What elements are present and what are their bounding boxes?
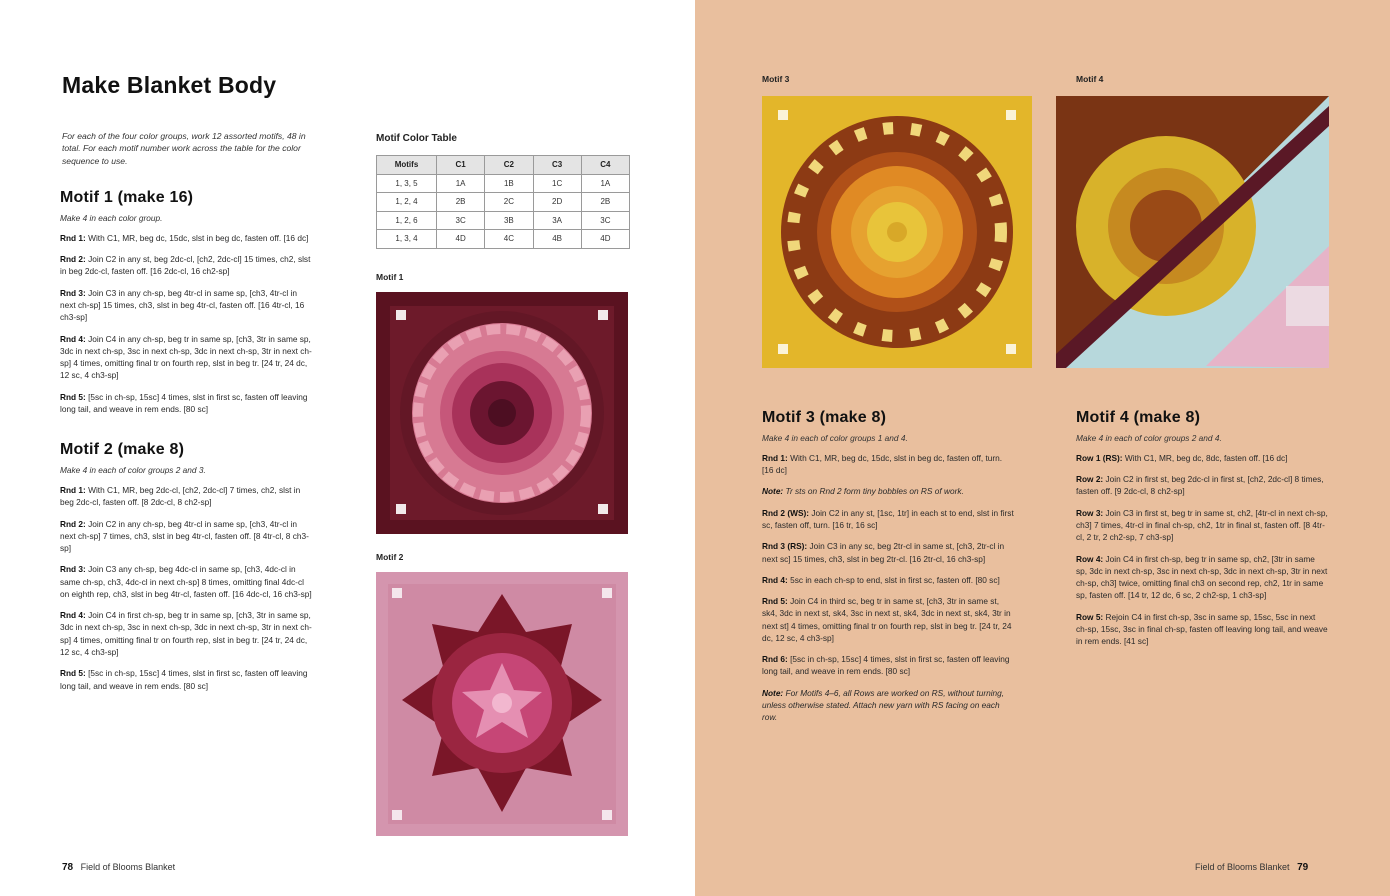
round-text: With C1, MR, beg 2dc-cl, [ch2, 2dc-cl] 7 times, ch2, slst in beg 2dc-cl, fasten off. [8 2dc-cl, 8 ch2-sp]: [60, 485, 301, 508]
instruction-round: [60, 253, 314, 278]
round-label: Rnd 1:: [762, 452, 788, 463]
instruction-round: [762, 574, 1014, 586]
round-label: Rnd 4:: [762, 574, 788, 585]
motif1-heading: Motif 1 (make 16): [60, 189, 194, 206]
table-cell: 2B: [437, 193, 485, 212]
motif4-instructions: [1076, 406, 1328, 656]
photo4-label: Motif 4: [1076, 74, 1104, 84]
round-label: Rnd 6:: [762, 654, 788, 665]
table-cell: 2C: [485, 193, 533, 212]
round-text: Join C2 in any ch-sp, beg 4tr-cl in same sp, [ch3, 4tr-cl in next ch-sp] 7 times, ch3, slst in beg 4tr-cl, fasten off. [8 4tr-cl, 8 ch3-sp]: [60, 518, 309, 554]
instruction-round: [762, 687, 1014, 724]
round-text: With C1, MR, beg dc, 15dc, slst in beg dc, fasten off. [16 dc]: [85, 232, 309, 243]
round-label: Rnd 3:: [60, 287, 86, 298]
instruction-round: [60, 391, 314, 416]
motif2-photo: [376, 572, 628, 836]
round-label: Rnd 1:: [60, 232, 86, 243]
table-cell: 4C: [485, 230, 533, 249]
round-text: Join C2 in first st, beg 2dc-cl in first st, [ch2, 2dc-cl] 8 times, fasten off. [9 2dc-cl, 8 ch2-sp]: [1076, 474, 1324, 497]
instruction-round: [60, 563, 314, 600]
instruction-round: [60, 333, 314, 382]
instruction-round: [762, 485, 1014, 497]
motif1-photo: [376, 292, 628, 534]
table-cell: 1C: [533, 174, 581, 193]
motif1-rounds: [60, 232, 314, 415]
table-cell: 1, 3, 5: [377, 174, 437, 193]
round-label: Rnd 2:: [60, 518, 86, 529]
round-text: Join C4 in third sc, beg tr in same st, [ch3, 3tr in same st, sk4, 3dc in next st, sk4, 3sc in next st, sk4, 3dc in next st, sk4, 3tr in next st] 4 times, omitting final tr on fourth rep, slst in beg tr. [24 tr, 24 dc, 12 sc, 4 ch3-sp]: [762, 596, 1012, 643]
table-cell: 3B: [485, 211, 533, 230]
table-row: [377, 230, 630, 249]
page-number-left: 78: [62, 862, 74, 873]
left-instructions: [60, 186, 314, 701]
round-label: Rnd 3:: [60, 564, 86, 575]
instruction-round: [60, 667, 314, 692]
instruction-round: [1076, 553, 1328, 602]
table-header-cell: C1: [437, 156, 485, 175]
table-cell: 4D: [437, 230, 485, 249]
table-cell: 3A: [533, 211, 581, 230]
round-label: Note:: [762, 486, 784, 497]
motif2-sub: Make 4 in each of color groups 2 and 3.: [60, 464, 206, 475]
page-title: Make Blanket Body: [62, 72, 277, 98]
right-footer: [1195, 862, 1308, 873]
round-text: [5sc in ch-sp, 15sc] 4 times, slst in first sc, fasten off leaving long tail, and weave in rem ends. [80 sc]: [60, 391, 308, 414]
round-text: Rejoin C4 in first ch-sp, 3sc in same sp, 15sc, 5sc in next ch-sp, 15sc, 3sc in final ch-sp, fasten off leaving long tail, and weave in rem ends. [41 sc]: [1076, 611, 1328, 647]
instruction-round: [1076, 507, 1328, 544]
left-footer: [62, 862, 175, 873]
round-label: Rnd 3 (RS):: [762, 541, 808, 552]
instruction-round: [762, 653, 1014, 678]
table-cell: 4B: [533, 230, 581, 249]
round-text: With C1, MR, beg dc, 8dc, fasten off. [16 dc]: [1122, 452, 1288, 463]
instruction-round: [60, 484, 314, 509]
round-label: Note:: [762, 687, 784, 698]
instruction-round: [60, 609, 314, 658]
motif3-instructions: [762, 406, 1014, 732]
table-row: [377, 174, 630, 193]
round-label: Rnd 5:: [60, 391, 86, 402]
table-row: [377, 193, 630, 212]
table-cell: 1, 3, 4: [377, 230, 437, 249]
right-page: [695, 0, 1390, 896]
motif-color-table: [376, 155, 630, 249]
table-header-cell: C3: [533, 156, 581, 175]
motif3-rounds: [762, 452, 1014, 724]
round-text: Join C3 in any ch-sp, beg 4tr-cl in same sp, [ch3, 4tr-cl in next ch-sp] 15 times, ch3, slst in beg 4tr-cl, fasten off. [16 4tr-cl, 16 ch3-sp]: [60, 287, 305, 323]
round-label: Row 5:: [1076, 611, 1104, 622]
motif2-heading: Motif 2 (make 8): [60, 441, 185, 459]
table-body: [377, 174, 630, 248]
round-label: Rnd 1:: [60, 485, 86, 496]
motif3-sub: Make 4 in each of color groups 1 and 4.: [762, 432, 908, 443]
table-header-cell: C2: [485, 156, 533, 175]
footer-title-right: Field of Blooms Blanket: [1195, 862, 1290, 872]
table-header-cell: Motifs: [377, 156, 437, 175]
table-cell: 1A: [581, 174, 629, 193]
instruction-round: [60, 287, 314, 324]
round-label: Rnd 2 (WS):: [762, 507, 810, 518]
round-text: [5sc in ch-sp, 15sc] 4 times, slst in first sc, fasten off leaving long tail, and weave in rem ends. [80 sc]: [60, 668, 308, 691]
table-cell: 1B: [485, 174, 533, 193]
intro-text: For each of the four color groups, work 12 assorted motifs, 48 in total. For each motif number work across the table for the color sequence to use.: [62, 131, 306, 166]
table-title: Motif Color Table: [376, 133, 457, 144]
instruction-round: [60, 518, 314, 555]
table-cell: 2B: [581, 193, 629, 212]
round-label: Row 1 (RS):: [1076, 452, 1123, 463]
page-number-right: 79: [1297, 862, 1309, 873]
footer-title-left: Field of Blooms Blanket: [80, 862, 176, 872]
table-header-row: [377, 156, 630, 175]
round-label: Row 2:: [1076, 474, 1104, 485]
table-row: [377, 211, 630, 230]
round-text: 5sc in each ch-sp to end, slst in first sc, fasten off. [80 sc]: [787, 574, 1000, 585]
round-label: Rnd 4:: [60, 333, 86, 344]
instruction-round: [1076, 452, 1328, 464]
motif1-sub: Make 4 in each color group.: [60, 212, 163, 223]
table-header-cell: C4: [581, 156, 629, 175]
instruction-round: [762, 595, 1014, 644]
instruction-round: [1076, 611, 1328, 648]
table-cell: 1A: [437, 174, 485, 193]
table-cell: 3C: [437, 211, 485, 230]
round-text: Join C2 in any st, beg 2dc-cl, [ch2, 2dc-cl] 15 times, ch2, slst in beg 2dc-cl, fasten off. [16 2dc-cl, 16 ch2-sp]: [60, 254, 311, 277]
table-cell: 2D: [533, 193, 581, 212]
photo2-label: Motif 2: [376, 552, 404, 562]
round-text: Join C4 in any ch-sp, beg tr in same sp, [ch3, 3tr in same sp, 3dc in next ch-sp, 3sc in next ch-sp, 3dc in next ch-sp, 3tr in next ch-sp] 4 times, omitting final tr on fourth rep, slst in beg tr. [24 tr, 24 dc, 12 sc, 4 ch3-sp]: [60, 333, 312, 381]
motif4-rounds: [1076, 452, 1328, 647]
round-text: With C1, MR, beg dc, 15dc, slst in beg dc, fasten off, turn. [16 dc]: [762, 452, 1003, 476]
round-label: Row 3:: [1076, 507, 1104, 518]
round-label: Rnd 2:: [60, 254, 86, 265]
instruction-round: [762, 507, 1014, 532]
instruction-round: [1076, 473, 1328, 498]
motif2-rounds: [60, 484, 314, 692]
round-text: Join C4 in first ch-sp, beg tr in same sp, [ch3, 3tr in same sp, 3dc in next ch-sp, 3sc in next ch-sp, 3dc in next ch-sp, 3tr in next ch-sp] 4 times, omitting final tr on fourth rep, slst in beg tr. [24 tr, 24 dc, 12 sc, 4 ch3-sp]: [60, 610, 312, 657]
round-text: Tr sts on Rnd 2 form tiny bobbles on RS of work.: [783, 486, 964, 497]
table-cell: 4D: [581, 230, 629, 249]
round-text: Join C3 in any sc, beg 2tr-cl in same st, [ch3, 2tr-cl in next sc] 15 times, ch3, slst in beg 2tr-cl. [16 2tr-cl, 16 ch3-sp]: [762, 541, 1005, 564]
photo3-label: Motif 3: [762, 74, 790, 84]
round-label: Rnd 5:: [60, 668, 86, 679]
round-label: Row 4:: [1076, 553, 1104, 564]
round-label: Rnd 5:: [762, 596, 788, 607]
table-cell: 3C: [581, 211, 629, 230]
round-text: Join C2 in any st, [1sc, 1tr] in each st to end, slst in first sc, fasten off, turn. [16 tr, 16 sc]: [762, 507, 1014, 530]
motif4-heading: Motif 4 (make 8): [1076, 409, 1201, 426]
motif4-sub: Make 4 in each of color groups 2 and 4.: [1076, 432, 1222, 443]
table-cell: 1, 2, 4: [377, 193, 437, 212]
round-text: For Motifs 4–6, all Rows are worked on RS, without turning, unless otherwise stated. Attach new yarn with RS facing on each row.: [762, 687, 1005, 723]
instruction-round: [60, 232, 314, 244]
photo1-label: Motif 1: [376, 272, 404, 282]
motif4-photo: [1056, 96, 1329, 368]
instruction-round: [762, 540, 1014, 565]
motif3-photo: [762, 96, 1032, 368]
round-text: Join C3 in first st, beg tr in same st, ch2, [4tr-cl in next ch-sp, ch3] 7 times, 4tr-cl in final ch-sp, ch2, 1tr in final st, fasten off. [8 4tr-cl, 2 tr, 2 ch2-sp, 7 ch3-sp]: [1076, 507, 1328, 543]
round-text: [5sc in ch-sp, 15sc] 4 times, slst in first sc, fasten off leaving long tail, and weave in rem ends. [80 sc]: [762, 654, 1010, 677]
round-text: Join C4 in first ch-sp, beg tr in same sp, ch2, [3tr in same sp, 3dc in next ch-sp, 3sc in next ch-sp, 3dc in next ch-sp, 3tr in next ch-sp, ch3] twice, omitting final ch3 on second rep, ch2, 1tr in same sp, fasten off. [14 tr, 12 dc, 6 sc, 2 ch2-sp, 1 ch3-sp]: [1076, 553, 1328, 601]
instruction-round: [762, 452, 1014, 477]
round-text: Join C3 any ch-sp, beg 4dc-cl in same sp, [ch3, 4dc-cl in same ch-sp, ch3, 4dc-cl in next ch-sp] 8 times, omitting final 4dc-cl on eighth rep, ch3, slst in beg 4tr-cl, fasten off. [16 4dc-cl, 16 ch3-sp]: [60, 564, 312, 599]
round-label: Rnd 4:: [60, 610, 86, 621]
table-cell: 1, 2, 6: [377, 211, 437, 230]
motif3-heading: Motif 3 (make 8): [762, 409, 887, 426]
